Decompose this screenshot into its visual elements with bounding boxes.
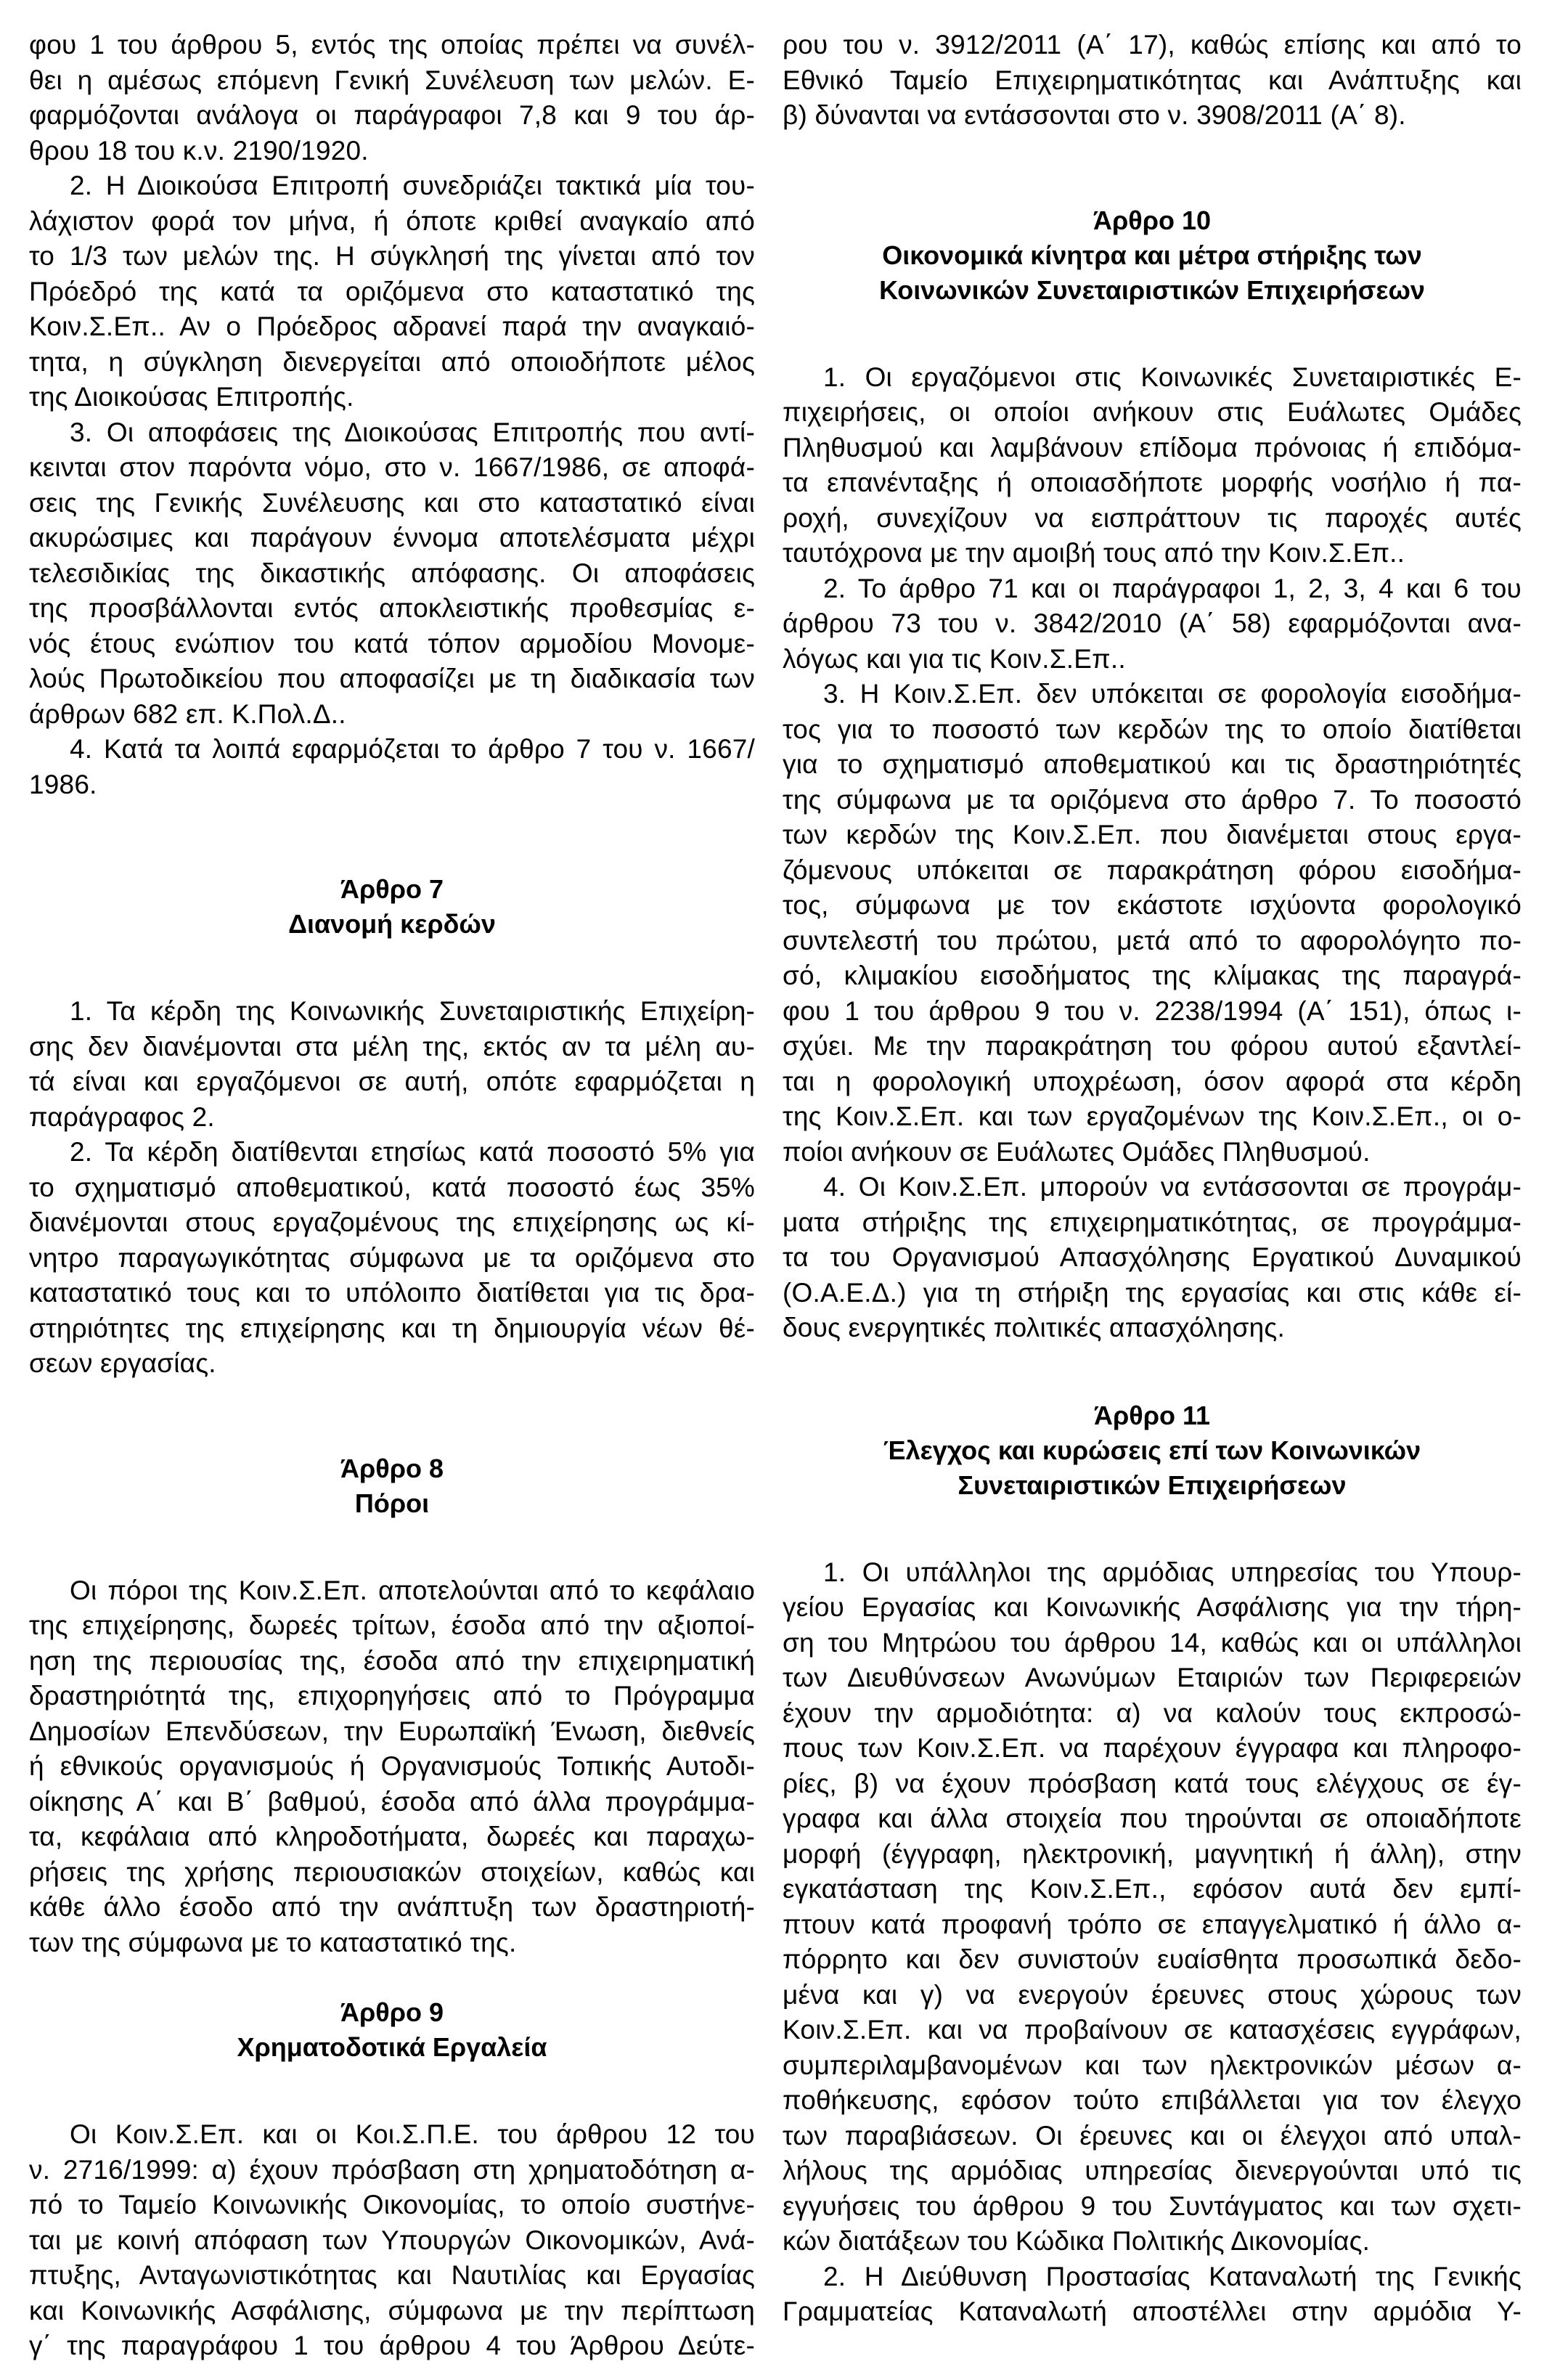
text-line: ή εθνικούς οργανισμούς ή Οργανισμούς Τοπικής Αυτοδι- xyxy=(29,1751,755,1781)
text-line: Πρόεδρό της κατά τα οριζόμενα στο καταστατικό της xyxy=(29,276,755,306)
text-line: 4. Κατά τα λοιπά εφαρμόζεται το άρθρο 7 του ν. 1667/ xyxy=(70,734,755,764)
article-8-title: Πόροι xyxy=(354,1488,430,1518)
text-line: θρου 18 του κ.ν. 2190/1920. xyxy=(29,135,369,166)
text-line: κάθε άλλο έσοδο από την ανάπτυξη των δραστηριοτή- xyxy=(29,1892,755,1922)
text-line: εγγυήσεις του άρθρου 9 του Συντάγματος και των σχετι- xyxy=(783,2190,1522,2221)
text-line: άρθρου 73 του ν. 3842/2010 (Α΄ 58) εφαρμόζονται ανα- xyxy=(783,608,1522,638)
paragraph xyxy=(29,28,755,168)
text-line: ακυρώσιμες και παράγουν έννομα αποτελέσματα μέχρι xyxy=(29,523,755,553)
text-line: 1. Οι υπάλληλοι της αρμόδιας υπηρεσίας του Υπουρ- xyxy=(823,1557,1522,1587)
article-11-title-line: Συνεταιριστικών Επιχειρήσεων xyxy=(957,1470,1347,1500)
text-line: Κοιν.Σ.Επ. και να προβαίνουν σε κατασχέσεις εγγράφων, xyxy=(783,2015,1522,2045)
text-line: γραφα και άλλα στοιχεία που τηρούνται σε οποιαδήποτε xyxy=(783,1803,1522,1833)
text-line: εγκατάσταση της Κοιν.Σ.Επ., εφόσον αυτά δεν εμπί- xyxy=(783,1874,1522,1904)
text-line: της επιχείρησης, δωρεές τρίτων, έσοδα από την αξιοποί- xyxy=(29,1610,755,1640)
text-line: παράγραφος 2. xyxy=(29,1101,215,1132)
text-line: ζόμενους υπόκειται σε παρακράτηση φόρου εισοδήμα- xyxy=(783,855,1522,885)
text-line: τος για το ποσοστό των κερδών της το οποίο διατίθεται xyxy=(783,714,1522,744)
text-line: θει η αμέσως επόμενη Γενική Συνέλευση των μελών. Ε- xyxy=(29,65,755,95)
text-line: 1986. xyxy=(29,769,97,799)
article-10-title-line: Κοινωνικών Συνεταιριστικών Επιχειρήσεων xyxy=(879,274,1425,305)
text-line: ται η φορολογική υποχρέωση, όσον αφορά στα κέρδη xyxy=(783,1066,1522,1096)
text-line: δους ενεργητικές πολιτικές απασχόλησης. xyxy=(783,1313,1285,1342)
text-line: Δημοσίων Επενδύσεων, την Ευρωπαϊκή Ένωση, διεθνείς xyxy=(29,1716,755,1746)
paragraph xyxy=(783,677,1522,1170)
text-line: ηση της περιουσίας της, έσοδα από την επιχειρηματική xyxy=(29,1645,755,1676)
text-line: 2. Το άρθρο 71 και οι παράγραφοι 1, 2, 3, 4 και 6 του xyxy=(823,573,1522,603)
paragraph xyxy=(29,168,755,415)
article-9-number: Άρθρο 9 xyxy=(340,1997,444,2027)
text-line: των παραβιάσεων. Οι έρευνες και οι έλεγχοι από υπαλ- xyxy=(783,2120,1522,2151)
text-line: φου 1 του άρθρου 5, εντός της οποίας πρέπει να συνέλ- xyxy=(29,30,755,60)
paragraph xyxy=(29,1573,755,1961)
text-line: τελεσιδικίας της δικαστικής απόφασης. Οι αποφάσεις xyxy=(29,558,755,588)
text-line: φου 1 του άρθρου 9 του ν. 2238/1994 (Α΄ 151), όπως ι- xyxy=(783,995,1522,1026)
text-line: μένα και γ) να ενεργούν έρευνες στους χώρους των xyxy=(783,1979,1522,2010)
text-line: πό το Ταμείο Κοινωνικής Οικονομίας, το οποίο συστήνε- xyxy=(29,2190,755,2220)
text-line: τά είναι και εργαζόμενοι σε αυτή, οπότε εφαρμόζεται η xyxy=(29,1067,755,1096)
text-line: διανέμονται στους εργαζομένους της επιχείρησης ως κί- xyxy=(29,1207,755,1237)
text-line: και Κοινωνικής Ασφάλισης, σύμφωνα με την περίπτωση xyxy=(29,2295,755,2326)
text-line: για το σχηματισμό αποθεματικού και τις δραστηριότητές xyxy=(783,749,1522,779)
text-line: σης δεν διανέμονται στα μέλη της, εκτός αν τα μέλη αυ- xyxy=(29,1031,755,1061)
text-line: το 1/3 των μελών της. Η σύγκλησή της γίνεται από τον xyxy=(29,241,755,271)
text-line: των κερδών της Κοιν.Σ.Επ. που διανέμεται στους εργα- xyxy=(783,820,1522,849)
article-8-number: Άρθρο 8 xyxy=(340,1453,444,1483)
paragraph xyxy=(783,28,1522,134)
text-line: άρθρων 682 επ. Κ.Πολ.Δ.. xyxy=(29,698,346,729)
text-line: λούς Πρωτοδικείου που αποφασίζει με τη διαδικασία των xyxy=(29,664,755,693)
text-line: 3. Η Κοιν.Σ.Επ. δεν υπόκειται σε φορολογία εισοδήμα- xyxy=(823,679,1522,709)
text-line: νητρο παραγωγικότητας σύμφωνα με τα οριζόμενα στο xyxy=(29,1242,755,1273)
text-line: 1. Οι εργαζόμενοι στις Κοινωνικές Συνεταιριστικές Ε- xyxy=(823,362,1522,392)
text-line: ται με κοινή απόφαση των Υπουργών Οικονομικών, Ανά- xyxy=(29,2225,755,2255)
text-line: τα, κεφάλαια από κληροδοτήματα, δωρεές και παραχω- xyxy=(29,1822,755,1851)
text-line: πους των Κοιν.Σ.Επ. να παρέχουν έγγραφα και πληροφο- xyxy=(783,1733,1522,1763)
text-line: της προσβάλλονται εντός αποκλειστικής προθεσμίας ε- xyxy=(29,593,755,623)
text-line: 1. Τα κέρδη της Κοινωνικής Συνεταιριστικής Επιχείρη- xyxy=(70,996,755,1026)
article-9-title: Χρηματοδοτικά Εργαλεία xyxy=(237,2032,547,2062)
text-line: 2. Η Διεύθυνση Προστασίας Καταναλωτή της Γενικής xyxy=(823,2261,1522,2291)
text-line: ποθήκευσης, εφόσον τούτο επιβάλλεται για τον έλεγχο xyxy=(783,2085,1522,2115)
paragraph xyxy=(29,415,755,733)
text-line: λόγως και για τις Κοιν.Σ.Επ.. xyxy=(783,643,1126,674)
text-line: των της σύμφωνα με το καταστατικό της. xyxy=(29,1927,517,1957)
paragraph xyxy=(29,2117,755,2364)
text-line: 3. Οι αποφάσεις της Διοικούσας Επιτροπής που αντί- xyxy=(70,417,755,447)
text-line: 4. Οι Κοιν.Σ.Επ. μπορούν να εντάσσονται σε προγράμ- xyxy=(823,1172,1522,1202)
paragraph xyxy=(783,1170,1522,1346)
text-line: λήλους της αρμόδιας υπηρεσίας διενεργούνται υπό τις xyxy=(783,2156,1522,2185)
left-column xyxy=(29,28,755,2364)
text-line: έχουν την αρμοδιότητα: α) να καλούν τους εκπροσώ- xyxy=(783,1697,1522,1728)
paragraph xyxy=(783,571,1522,677)
text-line: το σχηματισμό αποθεματικού, κατά ποσοστό έως 35% xyxy=(29,1172,755,1202)
text-line: πτουν κατά προφανή τρόπο σε επαγγελματικό ή άλλο α- xyxy=(783,1909,1522,1939)
text-line: τος, σύμφωνα με τον εκάστοτε ισχύοντα φορολογικό xyxy=(783,890,1522,920)
paragraph xyxy=(783,2259,1522,2330)
text-line: λάχιστον φορά τον μήνα, ή όποτε κριθεί αναγκαίο από xyxy=(29,205,755,236)
text-line: (Ο.Α.Ε.Δ.) για τη στήριξη της εργασίας και στις κάθε εί- xyxy=(783,1277,1522,1308)
text-line: ρου του ν. 3912/2011 (Α΄ 17), καθώς επίσης και από το xyxy=(783,30,1522,60)
text-line: γ΄ της παραγράφου 1 του άρθρου 4 του Άρθρου Δεύτε- xyxy=(29,2331,755,2360)
article-11-title-line: Έλεγχος και κυρώσεις επί των Κοινωνικών xyxy=(883,1435,1421,1465)
text-line: 2. Τα κέρδη διατίθενται ετησίως κατά ποσοστό 5% για xyxy=(70,1137,755,1167)
text-line: ποίοι ανήκουν σε Ευάλωτες Ομάδες Πληθυσμού. xyxy=(783,1136,1371,1167)
paragraph xyxy=(783,1555,1522,2259)
text-line: κών διατάξεων του Κώδικα Πολιτικής Δικονομίας. xyxy=(783,2226,1371,2256)
text-line: δραστηριότητά της, επιχορηγήσεις από το Πρόγραμμα xyxy=(29,1681,755,1711)
text-line: ρήσεις της χρήσης περιουσιακών στοιχείων, καθώς και xyxy=(29,1856,755,1887)
text-line: Εθνικό Ταμείο Επιχειρηματικότητας και Ανάπτυξης και xyxy=(783,65,1522,95)
right-column xyxy=(783,28,1522,2330)
text-line: 2. Η Διοικούσα Επιτροπή συνεδριάζει τακτικά μία του- xyxy=(70,171,755,200)
text-line: γείου Εργασίας και Κοινωνικής Ασφάλισης για την τήρη- xyxy=(783,1592,1522,1622)
text-line: τα του Οργανισμού Απασχόλησης Εργατικού Δυναμικού xyxy=(783,1242,1522,1272)
text-line: νός έτους ενώπιον του κατά τόπον αρμοδίου Μονομε- xyxy=(29,628,755,659)
text-line: των Διευθύνσεων Ανωνύμων Εταιριών των Περιφερειών xyxy=(783,1663,1522,1692)
text-line: κεινται στον παρόντα νόμο, στο ν. 1667/1986, σε αποφά- xyxy=(29,452,755,482)
article-7-title: Διανομή κερδών xyxy=(288,909,496,939)
text-line: πιχειρήσεις, οι οποίοι ανήκουν στις Ευάλωτες Ομάδες xyxy=(783,397,1522,427)
text-line: ρίες, β) να έχουν πρόσβαση κατά τους ελέγχους σε έγ- xyxy=(783,1768,1522,1798)
article-10-title-line: Οικονομικά κίνητρα και μέτρα στήριξης των xyxy=(882,240,1422,270)
paragraph xyxy=(29,1135,755,1382)
text-line: β) δύνανται να εντάσσονται στο ν. 3908/2011 (Α΄ 8). xyxy=(783,100,1406,130)
text-line: Γραμματείας Καταναλωτή αποστέλλει στην αρμόδια Υ- xyxy=(783,2296,1522,2326)
text-line: σχύει. Με την παρακράτηση του φόρου αυτού εξαντλεί- xyxy=(783,1031,1522,1061)
text-line: ροχή, συνεχίζουν να εισπράττουν τις παροχές αυτές xyxy=(783,502,1522,533)
article-10-number: Άρθρο 10 xyxy=(1093,205,1212,235)
article-11-number: Άρθρο 11 xyxy=(1093,1400,1211,1430)
text-line: ταυτόχρονα με την αμοιβή τους από την Κοιν.Σ.Επ.. xyxy=(783,538,1405,568)
text-line: Κοιν.Σ.Επ.. Αν ο Πρόεδρος αδρανεί παρά την αναγκαιό- xyxy=(29,311,755,341)
text-line: πόρρητο και δεν συνιστούν ευαίσθητα προσωπικά δεδο- xyxy=(783,1944,1522,1974)
text-line: Πληθυσμού και λαμβάνουν επίδομα πρόνοιας ή επιδόμα- xyxy=(783,432,1522,462)
text-line: Οι πόροι της Κοιν.Σ.Επ. αποτελούνται από το κεφάλαιο xyxy=(70,1575,755,1605)
text-line: της Διοικούσας Επιτροπής. xyxy=(29,382,354,412)
text-line: ματα στήριξης της επιχειρηματικότητας, σε προγράμμα- xyxy=(783,1207,1522,1237)
paragraph xyxy=(783,360,1522,571)
text-line: τητα, η σύγκληση διενεργείται από οποιοδήποτε μέλος xyxy=(29,346,755,377)
text-line: της Κοιν.Σ.Επ. και των εργαζομένων της Κοιν.Σ.Επ., οι ο- xyxy=(783,1101,1522,1131)
text-line: καταστατικό τους και το υπόλοιπο διατίθεται για τις δρα- xyxy=(29,1278,755,1308)
paragraph xyxy=(29,994,755,1135)
article-7-number: Άρθρο 7 xyxy=(340,874,444,904)
text-line: σεις της Γενικής Συνέλευσης και στο καταστατικό είναι xyxy=(29,487,755,518)
text-line: στηριότητες της επιχείρησης και τη δημιουργία νέων θέ- xyxy=(29,1313,755,1343)
text-line: πτυξης, Ανταγωνιστικότητας και Ναυτιλίας και Εργασίας xyxy=(29,2260,755,2290)
text-line: φαρμόζονται ανάλογα οι παράγραφοι 7,8 και 9 του άρ- xyxy=(29,100,755,130)
paragraph xyxy=(29,732,755,802)
text-line: οίκησης Α΄ και Β΄ βαθμού, έσοδα από άλλα προγράμμα- xyxy=(29,1786,755,1817)
text-line: συμπεριλαμβανομένων και των ηλεκτρονικών μέσων α- xyxy=(783,2050,1522,2080)
text-line: μορφή (έγγραφη, ηλεκτρονική, μαγνητική ή άλλη), στην xyxy=(783,1838,1522,1869)
text-line: της σύμφωνα με τα οριζόμενα στο άρθρο 7. Το ποσοστό xyxy=(783,784,1522,815)
text-line: συντελεστή του πρώτου, μετά από το αφορολόγητο πο- xyxy=(783,925,1522,955)
text-line: ση του Μητρώου του άρθρου 14, καθώς και οι υπάλληλοι xyxy=(783,1627,1522,1658)
text-line: Οι Κοιν.Σ.Επ. και οι Κοι.Σ.Π.Ε. του άρθρου 12 του xyxy=(70,2119,755,2149)
text-line: τα επανένταξης ή οποιασδήποτε μορφής νοσήλιο ή πα- xyxy=(783,468,1522,497)
text-line: σεων εργασίας. xyxy=(29,1348,216,1378)
text-line: ν. 2716/1999: α) έχουν πρόσβαση στη χρηματοδότηση α- xyxy=(29,2154,755,2185)
text-line: σό, κλιμακίου εισοδήματος της κλίμακας της παραγρά- xyxy=(783,961,1522,990)
